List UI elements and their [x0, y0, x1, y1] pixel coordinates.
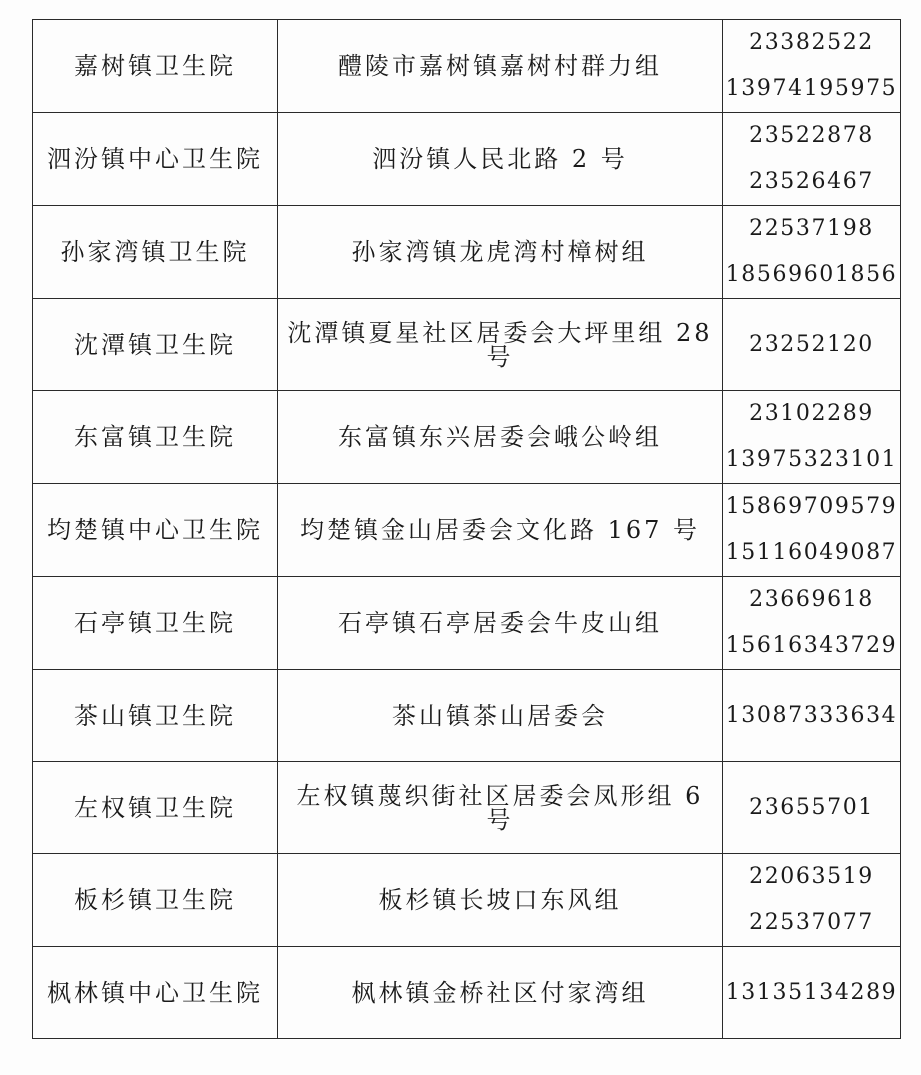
- phone-number: 23252120: [749, 331, 874, 357]
- clinic-phone-cell: [723, 670, 901, 762]
- clinic-name-cell: 东富镇卫生院: [33, 391, 278, 484]
- phone-number: 22063519: [749, 864, 874, 889]
- table-row: [33, 577, 901, 670]
- clinic-address-cell: 茶山镇茶山居委会: [278, 670, 723, 762]
- clinic-directory-table: [32, 19, 901, 1039]
- table-row: [33, 762, 901, 854]
- phone-number: 23522878: [749, 123, 874, 148]
- clinic-name-cell: 沈潭镇卫生院: [33, 299, 278, 391]
- phone-number: 13975323101: [725, 447, 898, 472]
- clinic-phone-cell: [723, 206, 901, 299]
- table-row: [33, 113, 901, 206]
- table-row: [33, 20, 901, 113]
- table-row: [33, 947, 901, 1039]
- clinic-table-body: [33, 20, 901, 1039]
- phone-number: 22537198: [749, 216, 874, 241]
- clinic-phone-cell: [723, 20, 901, 113]
- phone-number: 22537077: [749, 910, 874, 935]
- clinic-address-cell: 均楚镇金山居委会文化路 167 号: [278, 484, 723, 577]
- clinic-phone-cell: [723, 762, 901, 854]
- table-row: [33, 670, 901, 762]
- phone-number: 23655701: [749, 794, 874, 820]
- clinic-address-cell: 泗汾镇人民北路 2 号: [278, 113, 723, 206]
- table-row: [33, 854, 901, 947]
- clinic-name-cell: 左权镇卫生院: [33, 762, 278, 854]
- table-row: [33, 299, 901, 391]
- clinic-name-cell: 石亭镇卫生院: [33, 577, 278, 670]
- clinic-address-cell: 孙家湾镇龙虎湾村樟树组: [278, 206, 723, 299]
- clinic-phone-cell: [723, 484, 901, 577]
- phone-number: 15869709579: [725, 494, 898, 519]
- phone-number: 23669618: [749, 587, 874, 612]
- phone-number: 15116049087: [725, 540, 898, 565]
- table-row: [33, 206, 901, 299]
- phone-number: 18569601856: [725, 262, 898, 287]
- clinic-name-cell: 板杉镇卫生院: [33, 854, 278, 947]
- clinic-phone-cell: [723, 854, 901, 947]
- clinic-address-cell: 板杉镇长坡口东风组: [278, 854, 723, 947]
- clinic-phone-cell: [723, 391, 901, 484]
- clinic-name-cell: 泗汾镇中心卫生院: [33, 113, 278, 206]
- phone-number: 13087333634: [725, 702, 898, 728]
- clinic-address-cell: 沈潭镇夏星社区居委会大坪里组 28 号: [278, 299, 723, 391]
- clinic-address-cell: 石亭镇石亭居委会牛皮山组: [278, 577, 723, 670]
- clinic-name-cell: 孙家湾镇卫生院: [33, 206, 278, 299]
- clinic-address-cell: 枫林镇金桥社区付家湾组: [278, 947, 723, 1039]
- clinic-phone-cell: [723, 113, 901, 206]
- phone-number: 23526467: [749, 169, 874, 194]
- table-row: [33, 484, 901, 577]
- phone-number: 23102289: [749, 401, 874, 426]
- clinic-name-cell: 嘉树镇卫生院: [33, 20, 278, 113]
- phone-number: 15616343729: [725, 633, 898, 658]
- clinic-name-cell: 茶山镇卫生院: [33, 670, 278, 762]
- clinic-address-cell: 东富镇东兴居委会峨公岭组: [278, 391, 723, 484]
- phone-number: 13135134289: [725, 979, 898, 1005]
- clinic-address-cell: 左权镇蔑织街社区居委会凤形组 6 号: [278, 762, 723, 854]
- clinic-phone-cell: [723, 577, 901, 670]
- table-row: [33, 391, 901, 484]
- phone-number: 13974195975: [725, 76, 898, 101]
- clinic-phone-cell: [723, 947, 901, 1039]
- phone-number: 23382522: [749, 30, 874, 55]
- clinic-phone-cell: [723, 299, 901, 391]
- clinic-address-cell: 醴陵市嘉树镇嘉树村群力组: [278, 20, 723, 113]
- clinic-name-cell: 枫林镇中心卫生院: [33, 947, 278, 1039]
- clinic-name-cell: 均楚镇中心卫生院: [33, 484, 278, 577]
